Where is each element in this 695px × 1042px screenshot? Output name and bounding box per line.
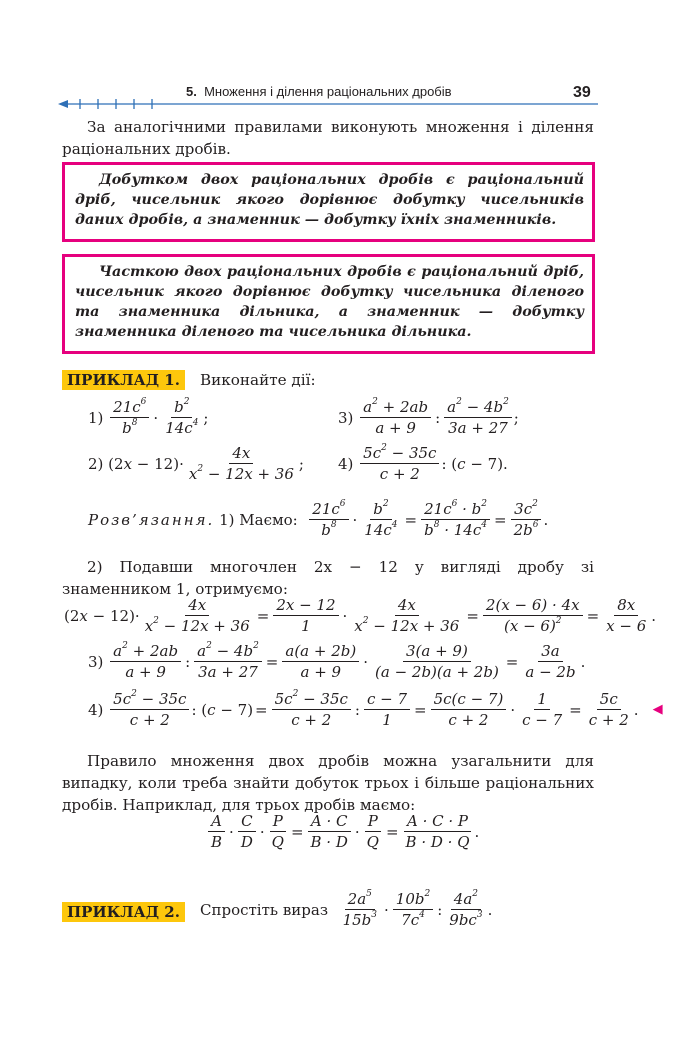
example-2-badge: ПРИКЛАД 2. — [62, 902, 185, 922]
solution-label: Розв’язання. — [88, 510, 215, 529]
solution-2: (2x − 12)· $\frac{4x}{x^2 - 12x + 36}$ = $\frac{2x - 12}{1}$ · $\frac{4x}{x^2 - 12x + 36}$ = $\frac{2(x - 6) \cdot 4x}{(x - 6)^2}$ = $\frac{8x}{x - 6}$ . — [64, 596, 657, 635]
intro-paragraph: За аналогічними правилами виконують множення і ділення раціональних дробів. — [62, 118, 594, 158]
solution-intro: 1) Маємо: — [219, 510, 298, 529]
solution-1: Розв’язання. 1) Маємо: $\frac{21c^6}{b^8}$ · $\frac{b^2}{14c^4}$ = $\frac{21c^6 \cdot b^2}{b^8 \cdot 14c^4}$ = $\frac{3c^2}{2b^6}$ . — [88, 499, 549, 539]
quotient-rule-box: Часткою двох раціональних дробів є раціональний дріб, чисельник якого дорівнює добутку чисельника діленого та знаменника дільника, а знаменник — добутку знаменника діленого та чисельника дільника. — [62, 254, 595, 354]
end-of-solution-marker-icon: ◀ — [652, 702, 663, 717]
example-1-badge: ПРИКЛАД 1. — [62, 370, 185, 390]
general-formula: $\frac{A}{B}$ · $\frac{C}{D}$ · $\frac{P}{Q}$ = $\frac{A \cdot C}{B \cdot D}$ · $\frac{P}{Q}$ = $\frac{A \cdot C \cdot P}{B \cdot D \cdot Q}$ . — [206, 812, 479, 851]
solution-3: 3) $\frac{a^2 + 2ab}{a + 9}$ : $\frac{a^2 - 4b^2}{3a + 27}$ = $\frac{a(a + 2b)}{a + 9}$ · $\frac{3(a + 9)}{(a - 2b)(a + 2b)}$ = $\frac{3a}{a - 2b}$ . — [88, 641, 586, 681]
task-2: 2) (2x − 12)· $\frac{4x}{x^2 - 12x + 36}$ ; — [88, 444, 304, 483]
example-1-task: Виконайте дії: — [200, 371, 316, 389]
example-2-task: Спростіть вираз $\frac{2a^5}{15b^3}$ · $\frac{10b^2}{7c^4}$ : $\frac{4a^2}{9bc^3}$ . — [200, 889, 493, 929]
task-3: 3) $\frac{a^2 + 2ab}{a + 9}$ : $\frac{a^2 - 4b^2}{3a + 27}$ ; — [338, 397, 519, 437]
section-title: Множення і ділення раціональних дробів — [204, 84, 452, 99]
page-number: 39 — [573, 84, 591, 101]
solution-4: 4) $\frac{5c^2 - 35c}{c + 2}$ : (c − 7) = $\frac{5c^2 - 35c}{c + 2}$ : $\frac{c - 7}{1}$ = $\frac{5c(c - 7)}{c + 2}$ · $\frac{1}{c - 7}$ = $\frac{5c}{c + 2}$ . ◀ — [88, 689, 663, 729]
example-2-task-text: Спростіть вираз — [200, 900, 329, 919]
task-4: 4) $\frac{5c^2 - 35c}{c + 2}$ : (c − 7). — [338, 443, 508, 483]
step-2-text: 2) Подавши многочлен 2x − 12 у вигляді дробу зі знаменником 1, отримуємо: — [62, 558, 594, 598]
task-1: 1) $\frac{21c^6}{b^8}$ · $\frac{b^2}{14c^4}$ ; — [88, 397, 209, 437]
product-rule-box: Добутком двох раціональних дробів є раціональний дріб, чисельник якого дорівнює добутку чисельників даних дробів, а знаменник — добутку їхніх знаменників. — [62, 162, 595, 242]
general-rule-text: Правило множення двох дробів можна узагальнити для випадку, коли треба знайти добуток трьох і більше раціональних дробів. Наприклад, для трьох дробів маємо: — [62, 752, 594, 814]
ruler-decoration — [58, 97, 598, 111]
section-number: 5. — [186, 84, 197, 99]
